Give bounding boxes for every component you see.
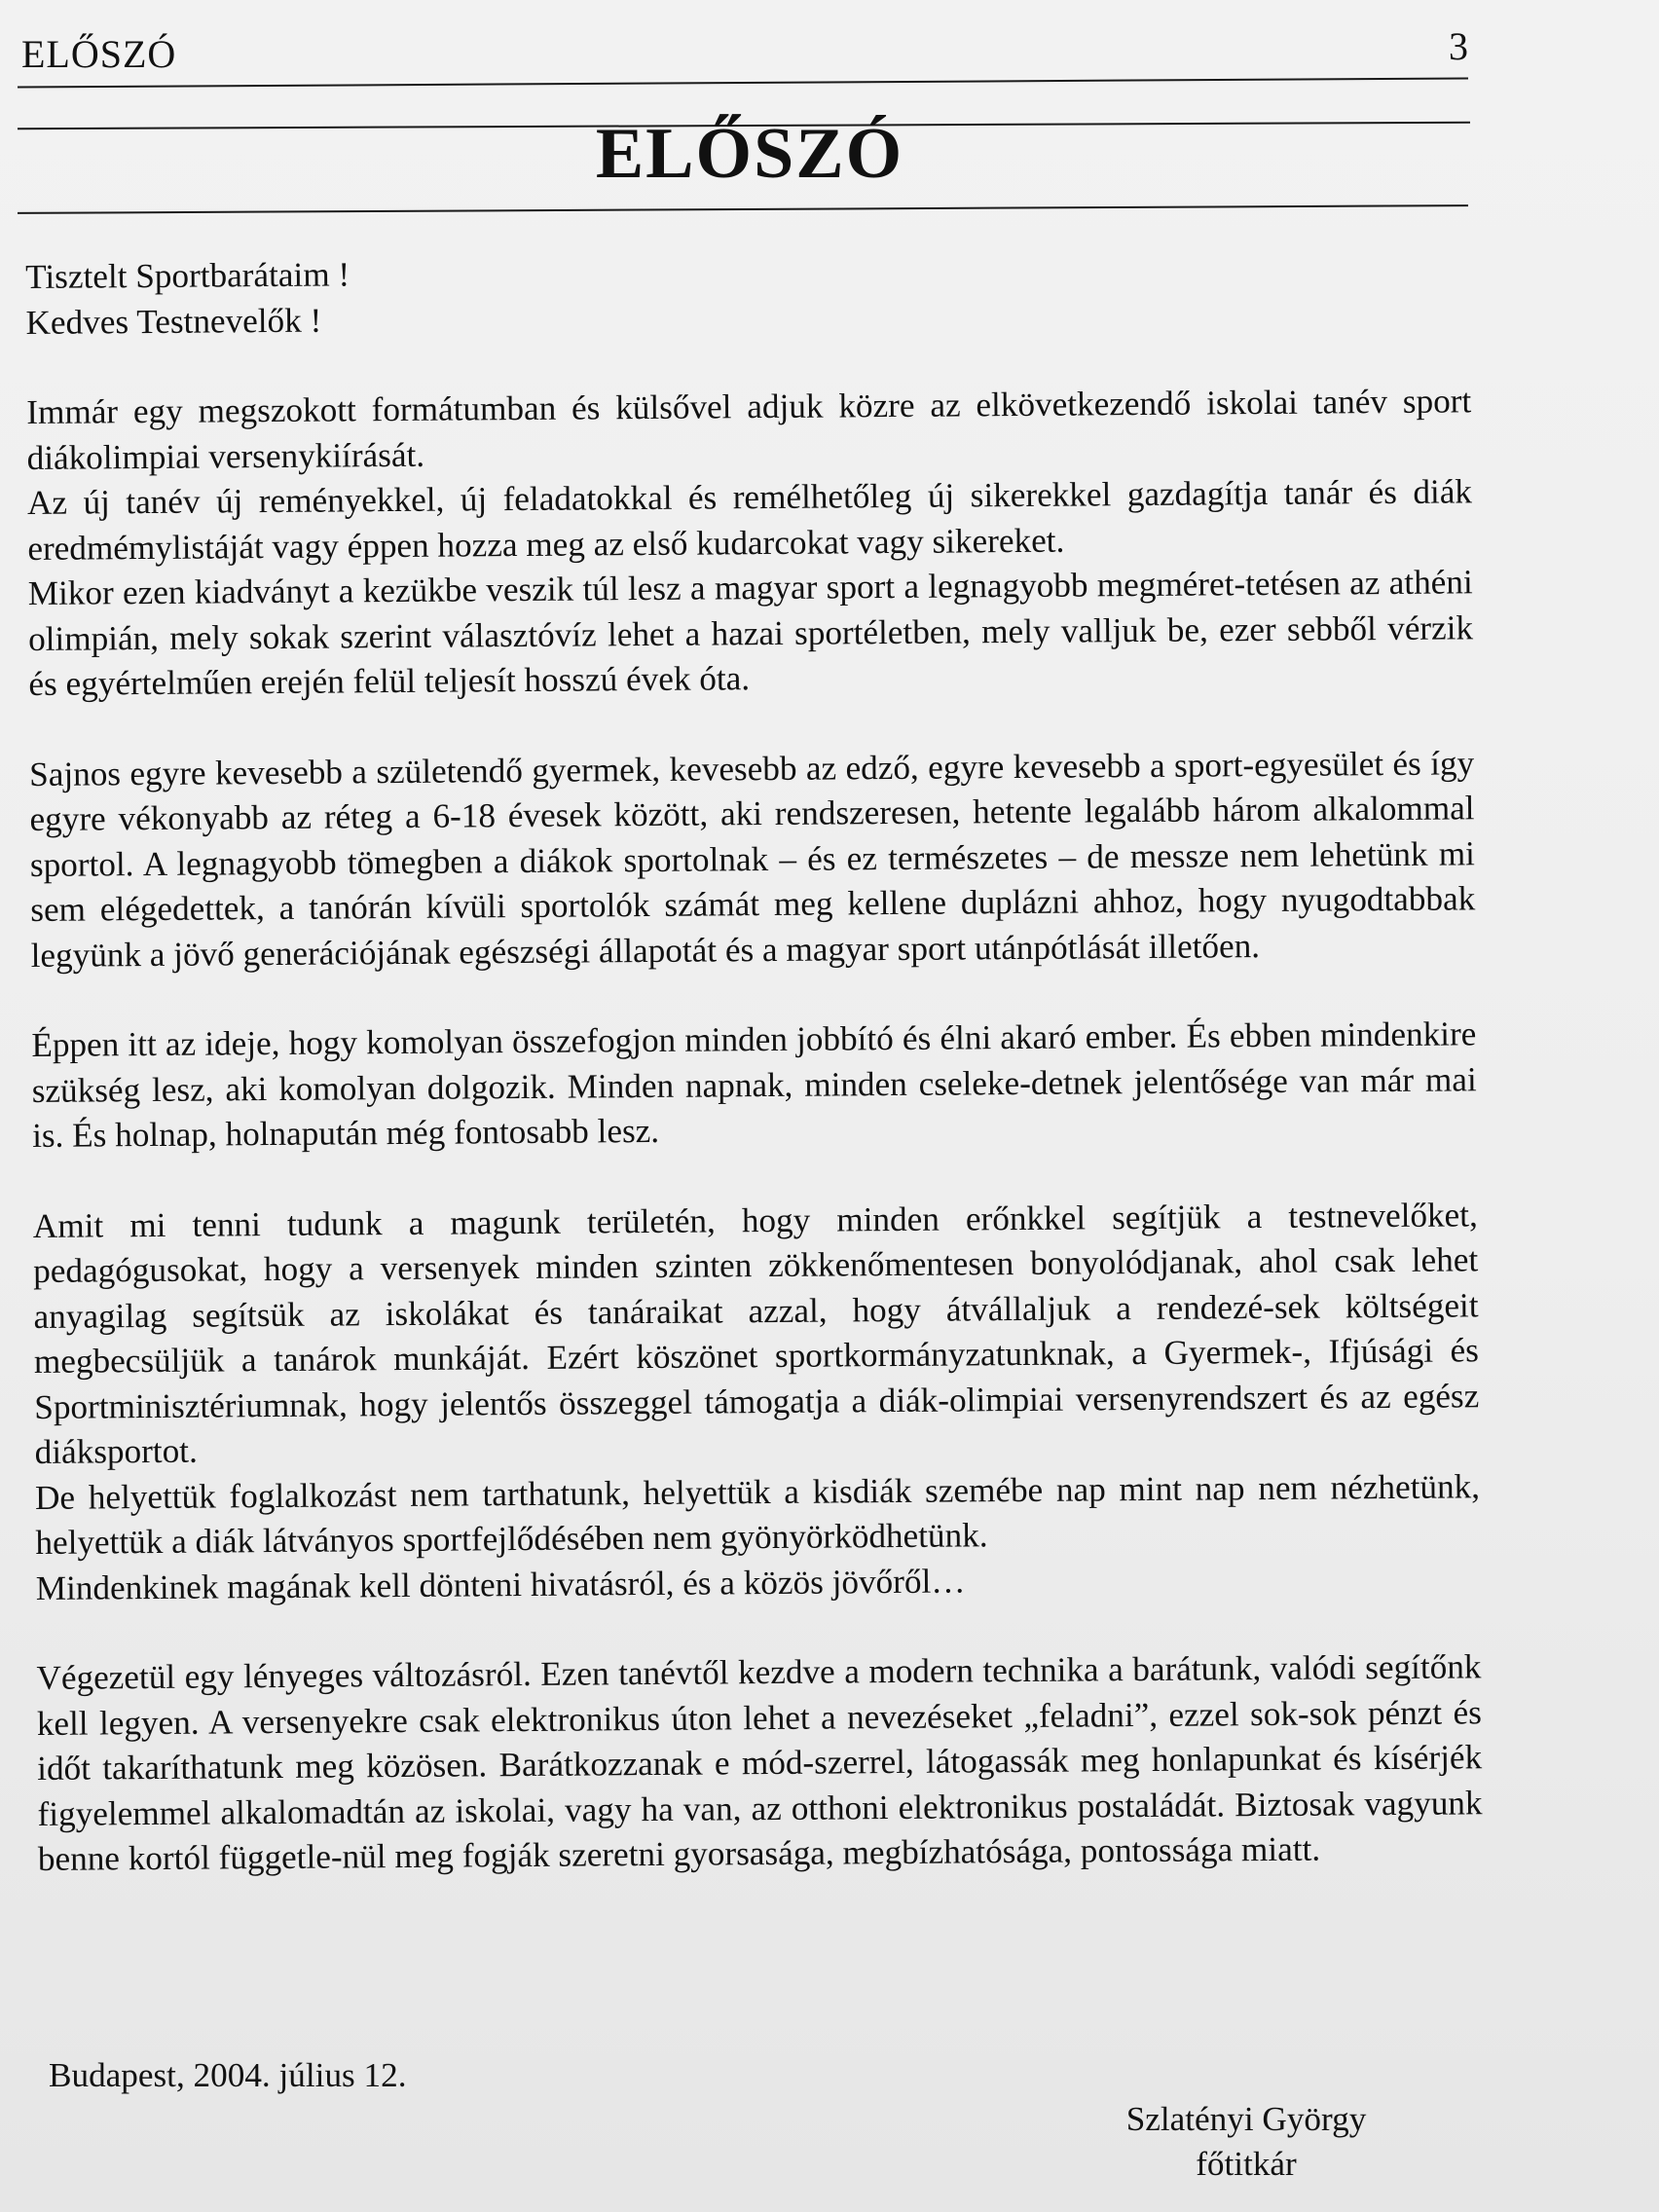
paragraph: Mikor ezen kiadványt a kezükbe veszik túl lesz a magyar sport a legnagyobb megméret-tetésen az athéni olimpián, mely sokak szerint választóvíz lehet a hazai sportéletben, mely valljuk be, ezer sebből vérzik és egyértelműen erején felül teljesít hosszú évek óta. (27, 563, 1474, 703)
body-text (25, 243, 1483, 1882)
salutation-line: Tisztelt Sportbarátaim ! (25, 255, 350, 296)
title-bottom-rule (18, 204, 1468, 214)
paragraph: Éppen itt az ideje, hogy komolyan összefogjon minden jobbító és élni akaró ember. És ebben mindenkire szükség lesz, aki komolyan dolgozik. Minden napnak, minden cseleke-detnek jelentősége van már mai is. És holnap, holnapután még fontosabb lesz. (31, 1014, 1477, 1155)
paragraph: Mindenkinek magának kell dönteni hivatásról, és a közös jövőről… (35, 1561, 966, 1607)
paragraph: Sajnos egyre kevesebb a születendő gyermek, kevesebb az edző, egyre kevesebb a sport-egyesület és így egyre vékonyabb az réteg a 6-18 évesek között, aki rendszeresen, hetente legalább három alkalommal sportol. A legnagyobb tömegben a diákok sportolnak – és ez természetes – de messze nem lehetünk mi sem elégedettek, a tanórán kívüli sportolók számát meg kellene duplázni ahhoz, hogy nyugodtabbak legyünk a jövő generációjának egészségi állapotát és a magyar sport utánpótlását illetően. (29, 743, 1476, 975)
signature-block (1100, 2097, 1392, 2187)
page-number: 3 (1449, 24, 1468, 68)
paragraph: Amit mi tenni tudunk a magunk területén, hogy minden erőnkkel segítjük a testnevelőket, pedagógusokat, hogy a versenyek minden szinten zökkenőmentesen bonyolódjanak, ahol csak lehet anyagilag segítsük az iskolákat és tanáraikat azzal, hogy átvállaljuk a rendezé-sek költségeit megbecsüljük a tanárok munkáját. Ezért köszönet sportkormányzatunknak, a Gyermek-, Ifjúsági és Sportminisztériumnak, hogy jelentős összeggel támogatja a diák-olimpiai versenyrendszert és az egész diáksportot. (32, 1195, 1480, 1471)
place-date: Budapest, 2004. július 12. (49, 2056, 407, 2094)
salutation (25, 243, 1471, 346)
salutation-line: Kedves Testnevelők ! (25, 301, 322, 342)
page-title: ELŐSZÓ (595, 114, 904, 194)
paragraph: Végezetül egy lényeges változásról. Ezen tanévtől kezdve a modern technika a barátunk, valódi segítőnk kell legyen. A versenyekre csak elektronikus úton lehet a nevezéseket „feladni”, ezzel sok-sok pénzt és időt takaríthatunk meg közösen. Barátkozzanak e mód-szerrel, látogassák meg honlapunkat és kísérjék figyelemmel alkalomadtán az iskolai, vagy ha van, az otthoni elektronikus postaládát. Biztosak vagyunk benne kortól függetle-nül meg fogják szeretni gyorsasága, megbízhatósága, pontossága miatt. (36, 1647, 1483, 1878)
running-title: ELŐSZÓ (21, 32, 177, 76)
signature-name: Szlatényi György (1125, 2100, 1367, 2138)
paragraph: De helyettük foglalkozást nem tarthatunk, helyettük a kisdiák szemébe nap mint nap nem nézhetünk, helyettük a diák látványos sportfejlődésében nem gyönyörködhetünk. (34, 1466, 1481, 1562)
paragraph: Immár egy megszokott formátumban és külsővel adjuk közre az elkövetkezendő iskolai tanév sport diákolimpiai versenykiírását. (26, 382, 1472, 477)
paragraph: Az új tanév új reményekkel, új feladatokkal és remélhetőleg új sikerekkel gazdagítja tanár és diák eredmémylistáját vagy éppen hozza meg az első kudarcokat vagy sikereket. (26, 472, 1473, 568)
signature-title: főtitkár (1196, 2145, 1297, 2183)
